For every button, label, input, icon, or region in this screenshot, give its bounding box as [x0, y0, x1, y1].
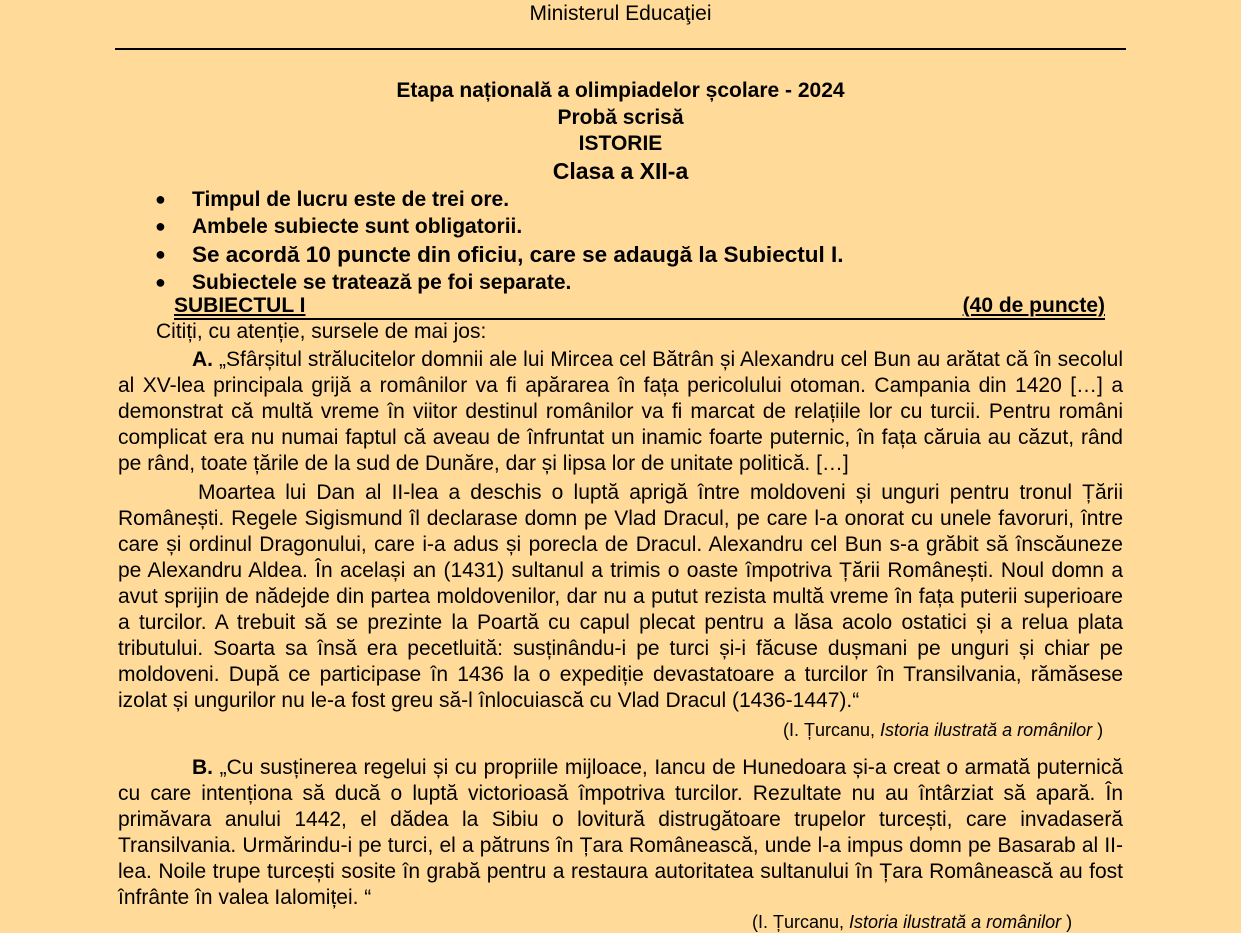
source-a-paragraph-2: Moartea lui Dan al II-lea a deschis o luptă aprigă între moldoveni și unguri pentru tronul Țării Românești. Regele Sigismund îl declarase domn pe Vlad Dracul, pe care l-a onorat cu unele favoruri, între care și ordinul Dragonului, care i-a adus și porecla de Dracul. Alexandru cel Bun s-a grăbit să înscăuneze pe Alexandru Aldea. În același an (1431) sultanul a trimis o oaste împotriva Țării Românești. Noul domn a avut sprijin de nădejde din partea moldovenilor, dar nu a putut rezista multă vreme în fața puterii superioare a turcilor. A trebuit să se prezinte la Poartă cu capul plecat pentru a lăsa acolo ostatici și a relua plata tributului. Soarta sa însă era pecetluită: susținându-i pe turci și-i făcuse dușmani pe unguri și chiar pe moldoveni. După ce participase în 1436 la o expediție devastatoare a turcilor în Transilvania, rămăsese izolat și ungurilor nu le-a fost greu să-l înlocuiască cu Vlad Dracul (1436-1447).“ — [118, 481, 1123, 712]
source-a-paragraph-1: A. „Sfârșitul strălucitelor domnii ale lui Mircea cel Bătrân și Alexandru cel Bun au arătat că în secolul al XV-lea principala grijă a românilor va fi apărarea în fața pericolului otoman. Campania din 1420 […] a demonstrat că multă vreme în viitor destinul românilor va fi marcat de relațiile lor cu turcii. Pentru români complicat era nu numai faptul că aveau de înfruntat un inamic foarte puternic, în fața căruia au căzut, rând pe rând, toate țările de la sud de Dunăre, dar și lipsa lor de unitate politică. […] — [118, 348, 1123, 475]
instruction-item: ● Se acordă 10 puncte din oficiu, care se adaugă la Subiectul I. — [155, 242, 844, 267]
subject-title: ISTORIE — [578, 132, 663, 155]
source-b-label: B. — [192, 756, 213, 779]
bullet-icon: ● — [155, 189, 166, 209]
subject-heading — [174, 294, 1105, 320]
instructions-list — [155, 186, 843, 296]
source-b-citation: (I. Țurcanu, Istoria ilustrată a românilor ) — [752, 912, 1073, 932]
instruction-item: ● Ambele subiecte sunt obligatorii. — [155, 215, 523, 238]
subject-label: SUBIECTUL I — [174, 294, 306, 317]
grade-title: Clasa a XII-a — [552, 158, 689, 184]
bullet-icon: ● — [155, 216, 166, 236]
source-a-citation: (I. Țurcanu, Istoria ilustrată a românilor ) — [783, 720, 1104, 740]
instruction-item: ● Timpul de lucru este de trei ore. — [155, 188, 510, 211]
bullet-icon: ● — [155, 244, 166, 264]
stage-title: Etapa națională a olimpiadelor școlare - 2024 — [396, 79, 845, 102]
test-type: Probă scrisă — [557, 106, 684, 129]
source-a-label: A. — [192, 348, 213, 371]
bullet-icon: ● — [155, 272, 166, 292]
subject-points: (40 de puncte) — [962, 294, 1105, 317]
instruction-intro: Citiți, cu atenție, sursele de mai jos: — [156, 320, 487, 343]
ministry-header: Ministerul Educaţiei — [529, 2, 712, 25]
instruction-item: ● Subiectele se tratează pe foi separate. — [155, 271, 572, 294]
source-b-paragraph: B. „Cu susținerea regelui și cu propriile mijloace, Iancu de Hunedoara și-a creat o armată puternică cu care intenționa să ducă o luptă victorioasă împotriva turcilor. Rezultate nu au întârziat să apară. În primăvara anului 1442, el dădea la Sibiu o lovitură distrugătoare trupelor turcești, care invadaseră Transilvania. Urmărindu-i pe turci, el a pătruns în Țara Românească, unde l-a impus domn pe Basarab al II-lea. Noile trupe turcești sosite în grabă pentru a restaura autoritatea sultanului în Țara Românească au fost înfrânte în valea Ialomiței. “ — [118, 756, 1124, 909]
header-rule — [115, 48, 1126, 50]
